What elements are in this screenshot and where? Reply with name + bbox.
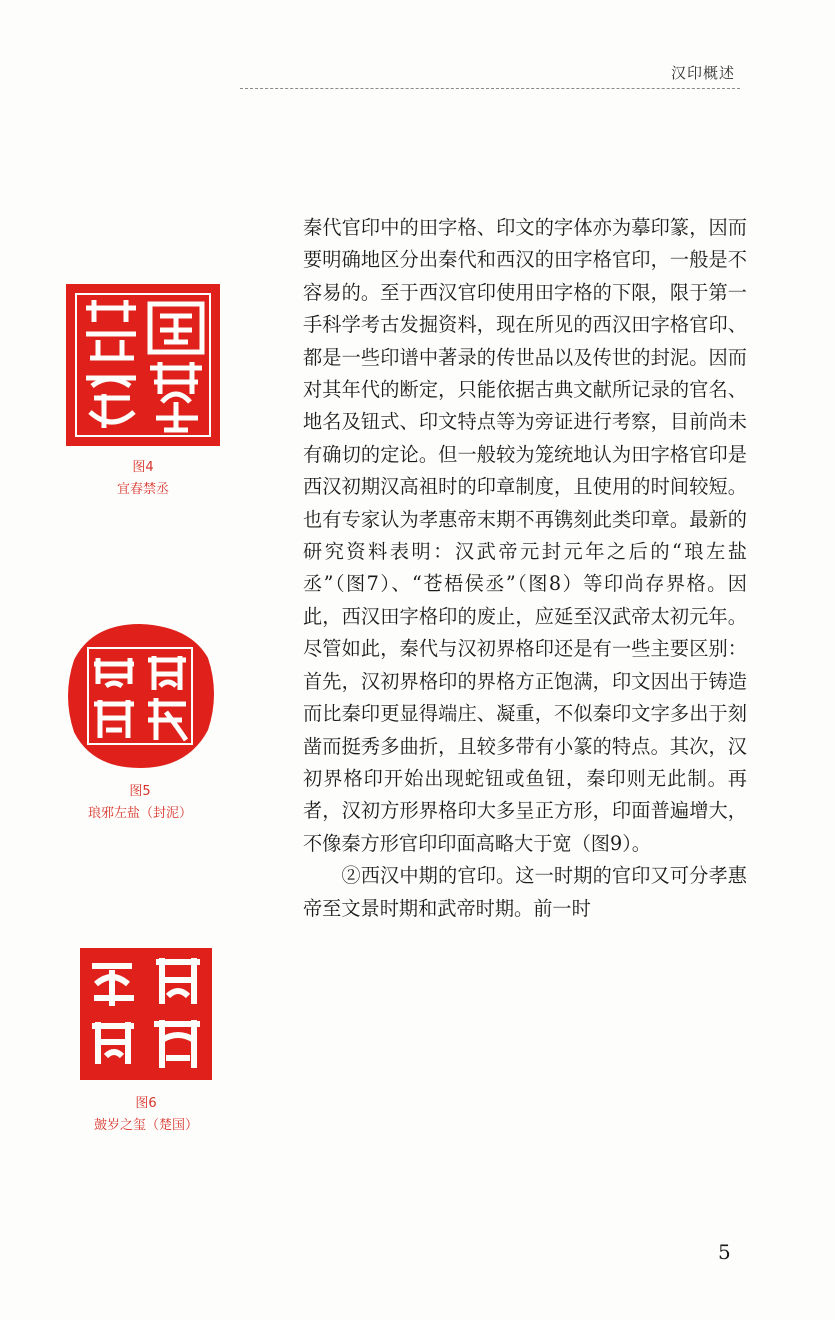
figure-5 bbox=[52, 620, 228, 821]
figure-5-number: 图5 bbox=[129, 784, 151, 799]
figure-6-number: 图6 bbox=[135, 1096, 157, 1111]
running-head: 汉印概述 bbox=[670, 64, 735, 82]
seal-image-4 bbox=[64, 282, 222, 448]
figure-6 bbox=[58, 944, 234, 1133]
figure-4 bbox=[58, 282, 228, 497]
seal-image-6 bbox=[76, 944, 216, 1084]
paragraph-1: 秦代官印中的田字格、印文的字体亦为摹印篆，因而要明确地区分出秦代和西汉的田字格官印，一般是不容易的。至于西汉官印使用田字格的下限，限于第一手科学考古发掘资料，现在所见的西汉田字格官印、都是一些印谱中著录的传世品以及传世的封泥。因而对其年代的断定，只能依据古典文献所记录的官名、地名及钮式、印文特点等为旁证进行考察，目前尚未有确切的定论。但一般较为笼统地认为田字格官印是西汉初期汉高祖时的印章制度，且使用的时间较短。也有专家认为孝惠帝末期不再镌刻此类印章。最新的研究资料表明：汉武帝元封元年之后的“琅左盐丞”（图7）、“苍梧侯丞”（图8）等印尚存界格。因此，西汉田字格印的废止，应延至汉武帝太初元年。尽管如此，秦代与汉初界格印还是有一些主要区别：首先，汉初界格印的界格方正饱满，印文因出于铸造而比秦印更显得端庄、凝重，不似秦印文字多出于刻凿而挺秀多曲折，且较多带有小篆的特点。其次，汉初界格印开始出现蛇钮或鱼钮，秦印则无此制。再者，汉初方形界格印大多呈正方形，印面普遍增大，不像秦方形官印印面高略大于宽（图9）。 bbox=[303, 216, 747, 855]
body-text bbox=[303, 212, 747, 925]
paragraph-2: ②西汉中期的官印。这一时期的官印又可分孝惠帝至文景时期和武帝时期。前一时 bbox=[303, 864, 747, 920]
figure-6-caption: 皷岁之玺（楚国） bbox=[93, 1118, 198, 1133]
seal-image-5 bbox=[62, 620, 218, 772]
page-number: 5 bbox=[718, 1240, 731, 1264]
figure-5-caption: 琅邪左盐（封泥） bbox=[87, 806, 192, 821]
figure-4-caption: 宜春禁丞 bbox=[116, 482, 169, 497]
figure-4-number: 图4 bbox=[132, 460, 154, 475]
header-rule bbox=[240, 88, 740, 89]
